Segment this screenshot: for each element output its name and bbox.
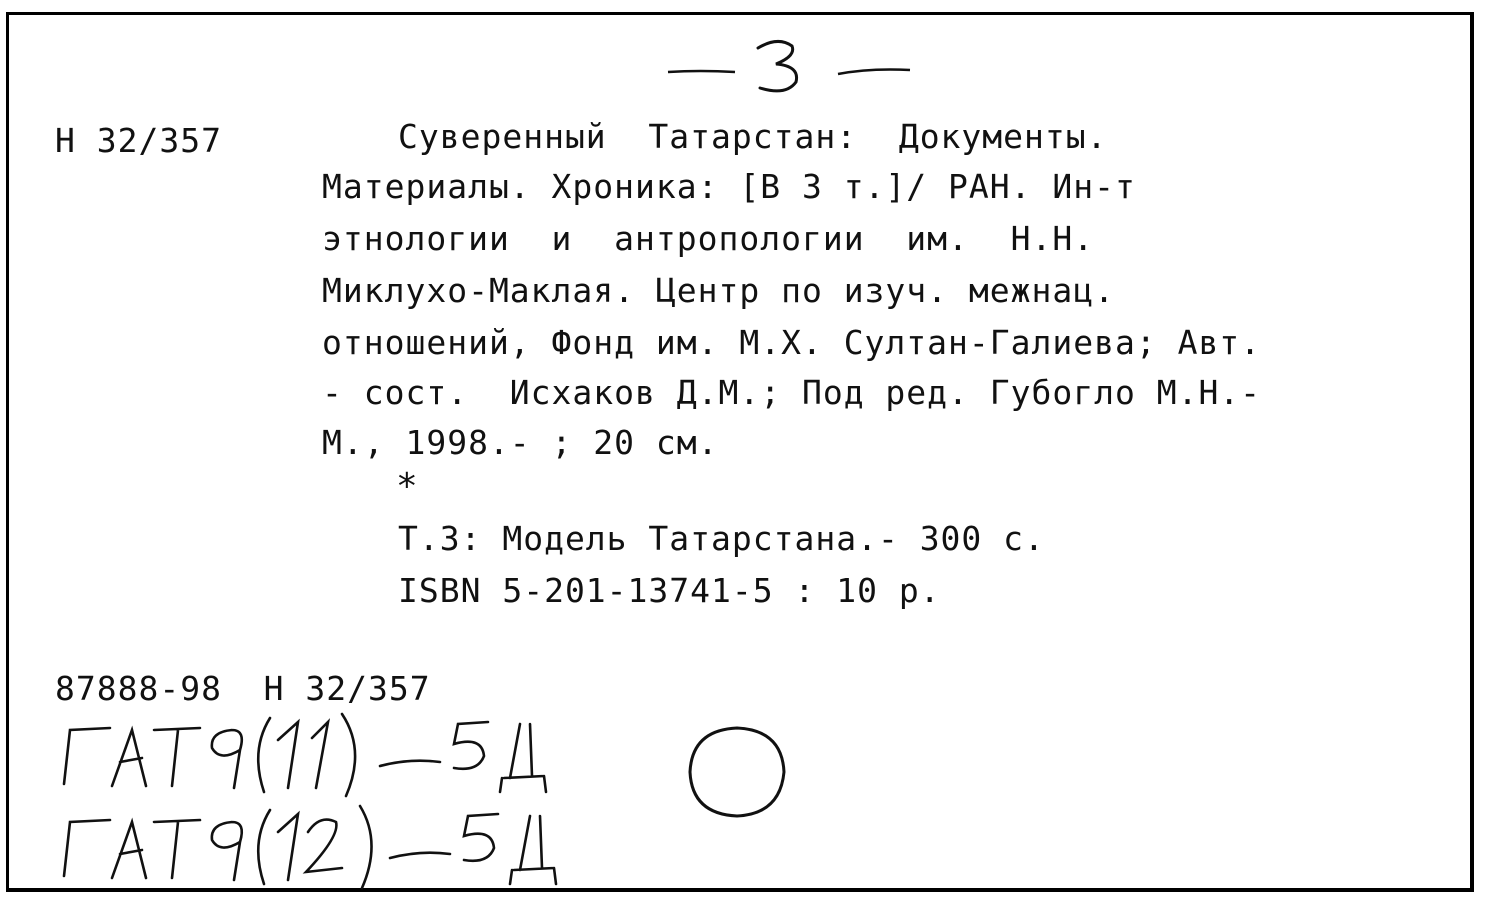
description-line-3: этнологии и антропологии им. Н.Н. xyxy=(322,219,1095,258)
description-line-7: М., 1998.- ; 20 см. xyxy=(322,423,719,462)
volume-line: Т.3: Модель Татарстана.- 300 с. xyxy=(398,519,1045,558)
handwritten-note-2 xyxy=(50,792,590,902)
description-line-1: Суверенный Татарстан: Документы. xyxy=(398,117,1108,156)
description-line-6: - сост. Исхаков Д.М.; Под ред. Губогло М.Н.- xyxy=(322,373,1262,412)
inventory-number: 87888-98 Н 32/357 xyxy=(55,669,431,708)
description-line-2: Материалы. Хроника: [В 3 т.]/ РАН. Ин-т xyxy=(322,167,1136,206)
handwritten-circle-mark xyxy=(682,722,792,822)
separator-star: * xyxy=(396,466,418,507)
shelfmark: Н 32/357 xyxy=(55,121,222,160)
handwritten-page-number xyxy=(660,30,920,100)
description-line-4: Миклухо-Маклая. Центр по изуч. межнац. xyxy=(322,271,1115,310)
description-line-5: отношений, Фонд им. М.Х. Султан-Галиева; Авт. xyxy=(322,323,1262,362)
isbn-line: ISBN 5-201-13741-5 : 10 р. xyxy=(398,571,941,610)
